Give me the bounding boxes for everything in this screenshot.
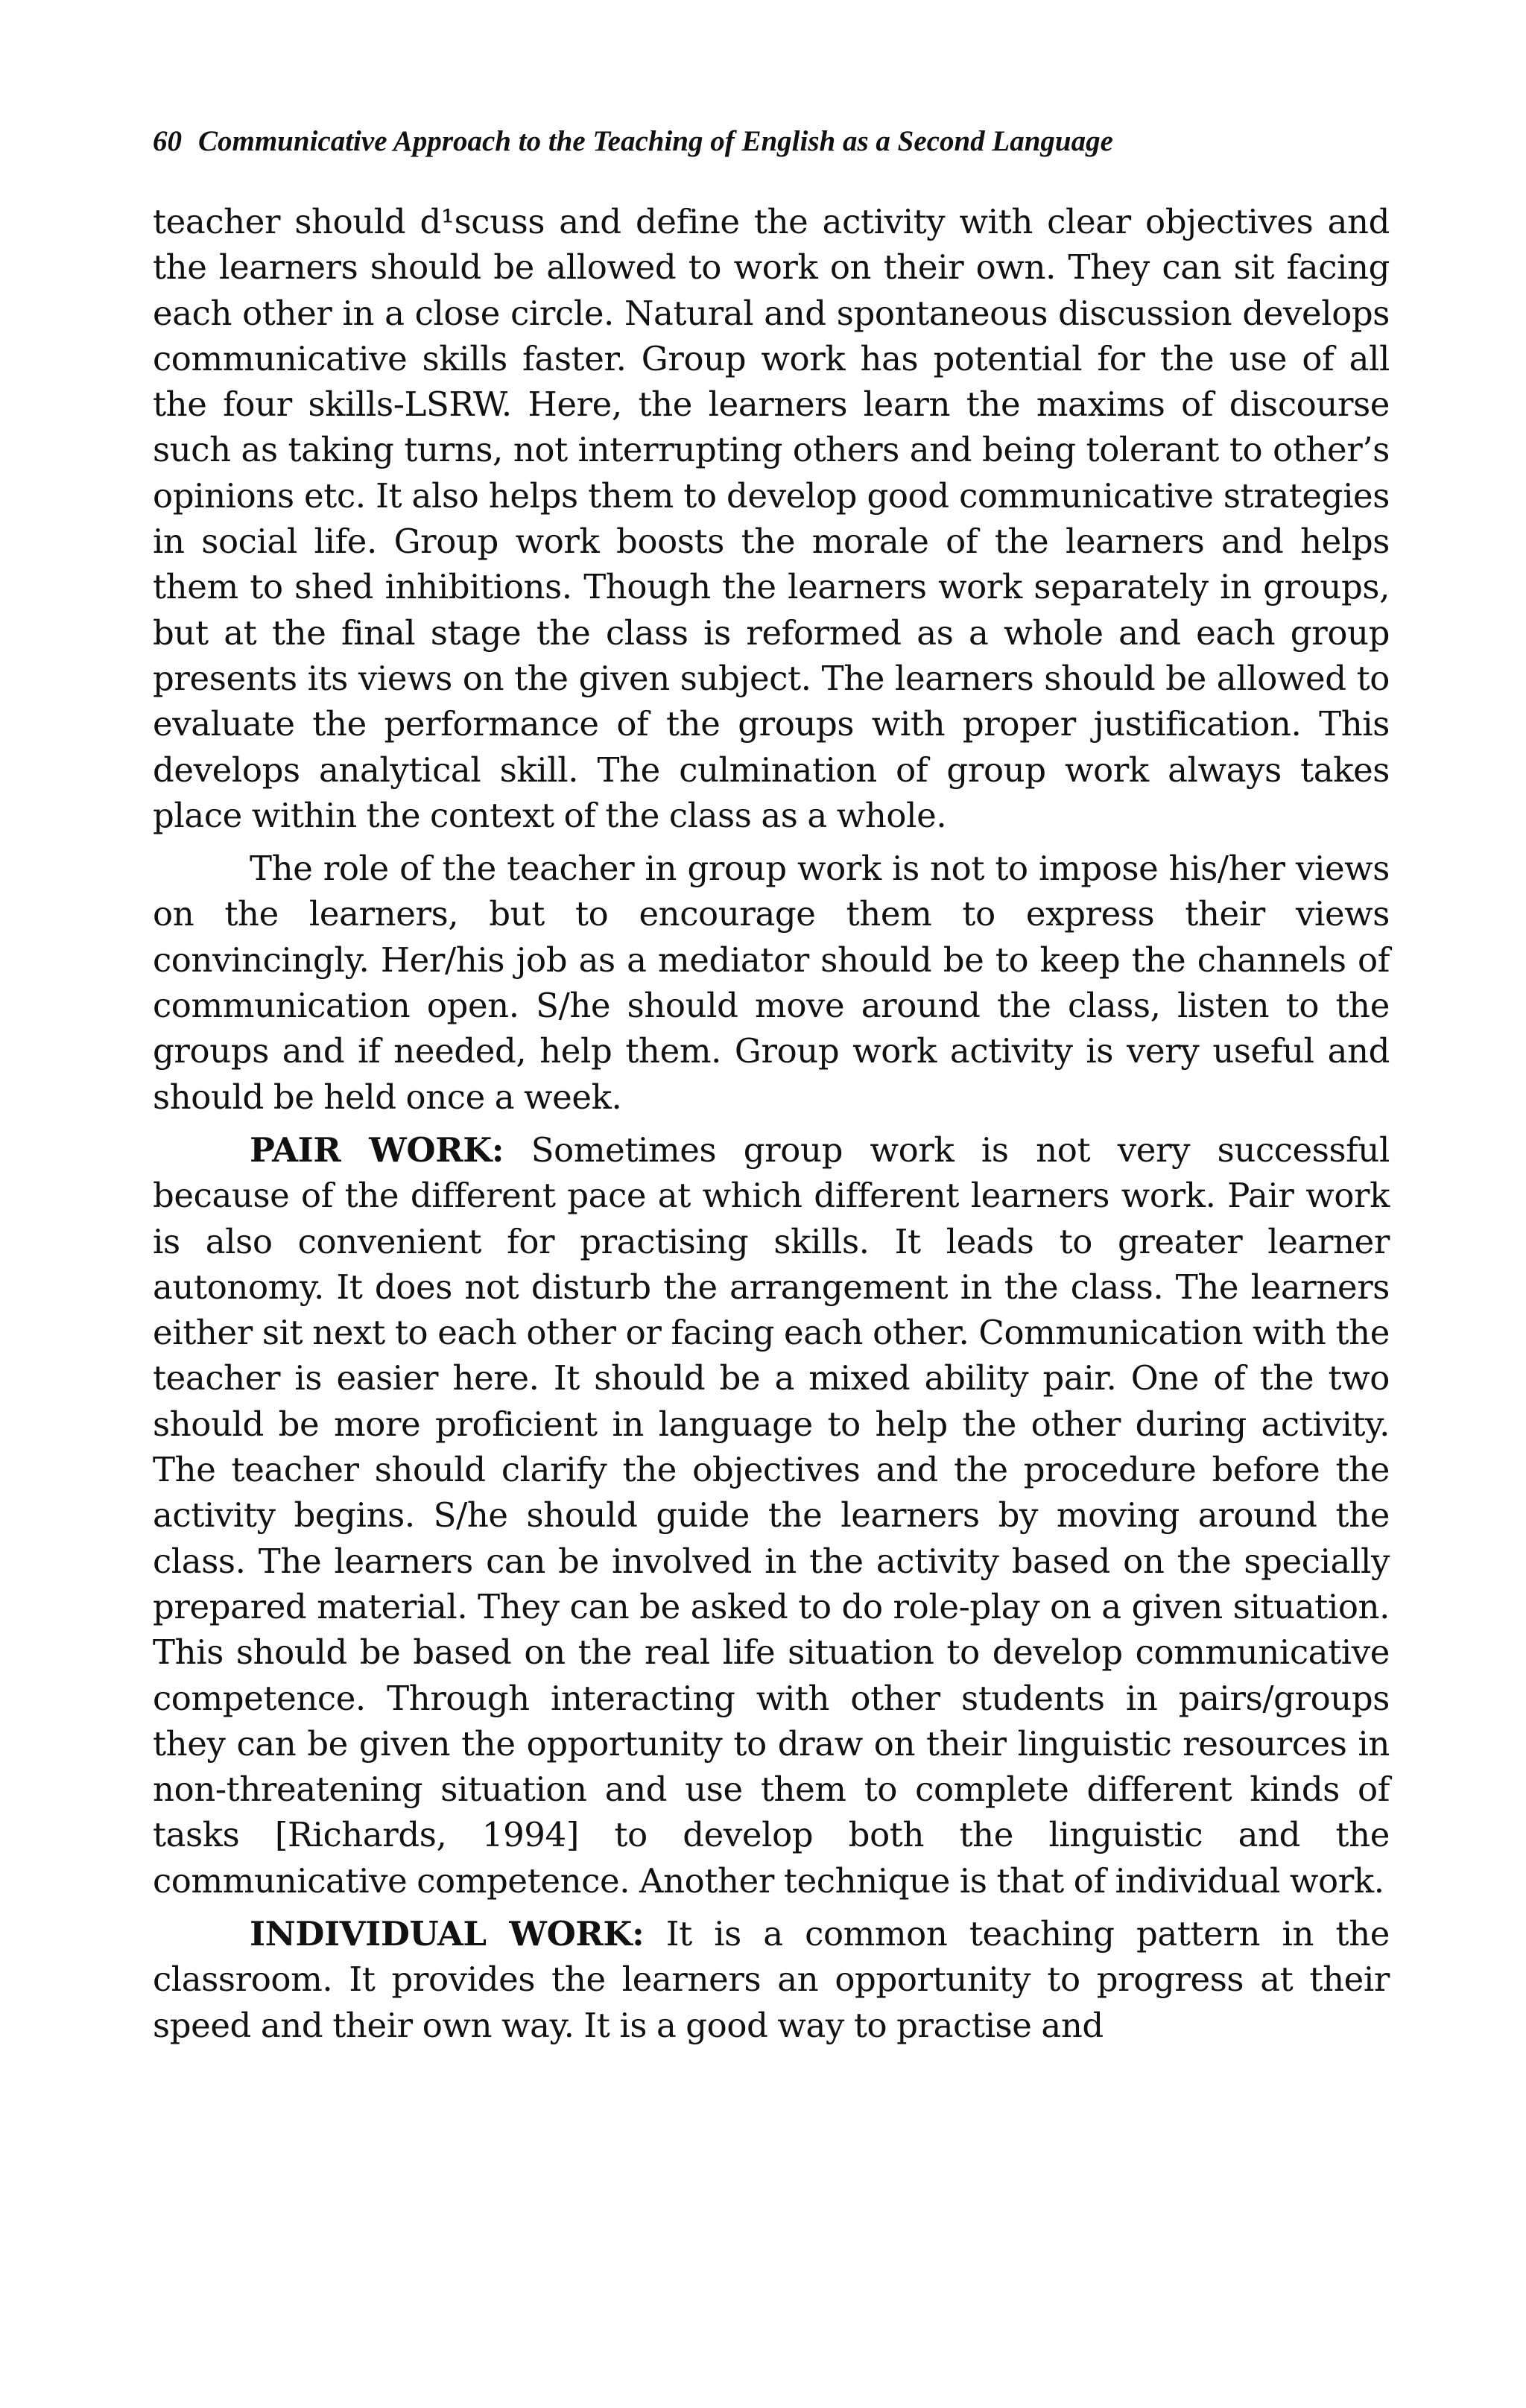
individual-work-heading: INDIVIDUAL WORK: xyxy=(250,1913,645,1954)
pair-work-heading: PAIR WORK: xyxy=(250,1129,504,1170)
paragraph-pair-work xyxy=(153,1127,1390,1904)
paragraph-group-work-continued: teacher should d¹scuss and define the activity with clear objectives and the learners should be allowed to work on their own. They can sit facing each other in a close circle. Natural and spontaneous discussion develops communicative skills faster. Group work has potential for the use of all the four skills-LSRW. Here, the learners learn the maxims of discourse such as taking turns, not interrupting others and being tolerant to other’s opinions etc. It also helps them to develop good communicative strategies in social life. Group work boosts the morale of the learners and helps them to shed inhibitions. Though the learners work separately in groups, but at the final stage the class is reformed as a whole and each group presents its views on the given subject. The learners should be allowed to evaluate the performance of the groups with proper justification. This develops analytical skill. The culmination of group work always takes place within the context of the class as a whole. xyxy=(153,202,1390,835)
book-page xyxy=(153,123,1390,2048)
running-head xyxy=(153,123,1390,160)
pair-work-text: Sometimes group work is not very successful because of the different pace at which different learners work. Pair work is also convenient for practising skills. It leads to greater learner autonomy. It does not disturb the arrangement in the class. The learners either sit next to each other or facing each other. Communication with the teacher is easier here. It should be a mixed ability pair. One of the two should be more proficient in language to help the other during activity. The teacher should clarify the objectives and the procedure before the activity begins. S/he should guide the learners by moving around the class. The learners can be involved in the activity based on the specially prepared material. They can be asked to do role-play on a given situation. This should be based on the real life situation to develop communicative competence. Through interacting with other students in pairs/groups they can be given the opportunity to draw on their linguistic resources in non-threatening situation and use them to complete different kinds of tasks [Richards, 1994] to develop both the linguistic and the communicative competence. Another technique is that of individual work. xyxy=(153,1129,1390,1901)
body-text xyxy=(153,199,1390,2048)
book-title: Communicative Approach to the Teaching of English as a Second Language xyxy=(198,125,1113,157)
individual-work-text: It is a common teaching pattern in the classroom. It provides the learners an opportunity to progress at their speed and their own way. It is a good way to practise and xyxy=(153,1913,1390,2045)
paragraph-teacher-role: The role of the teacher in group work is not to impose his/her views on the learners, but to encourage them to express their views convincingly. Her/his job as a mediator should be to keep the channels of communication open. S/he should move around the class, listen to the groups and if needed, help them. Group work activity is very useful and should be held once a week. xyxy=(153,849,1390,1117)
paragraph-individual-work xyxy=(153,1911,1390,2048)
page-number: 60 xyxy=(153,125,182,157)
